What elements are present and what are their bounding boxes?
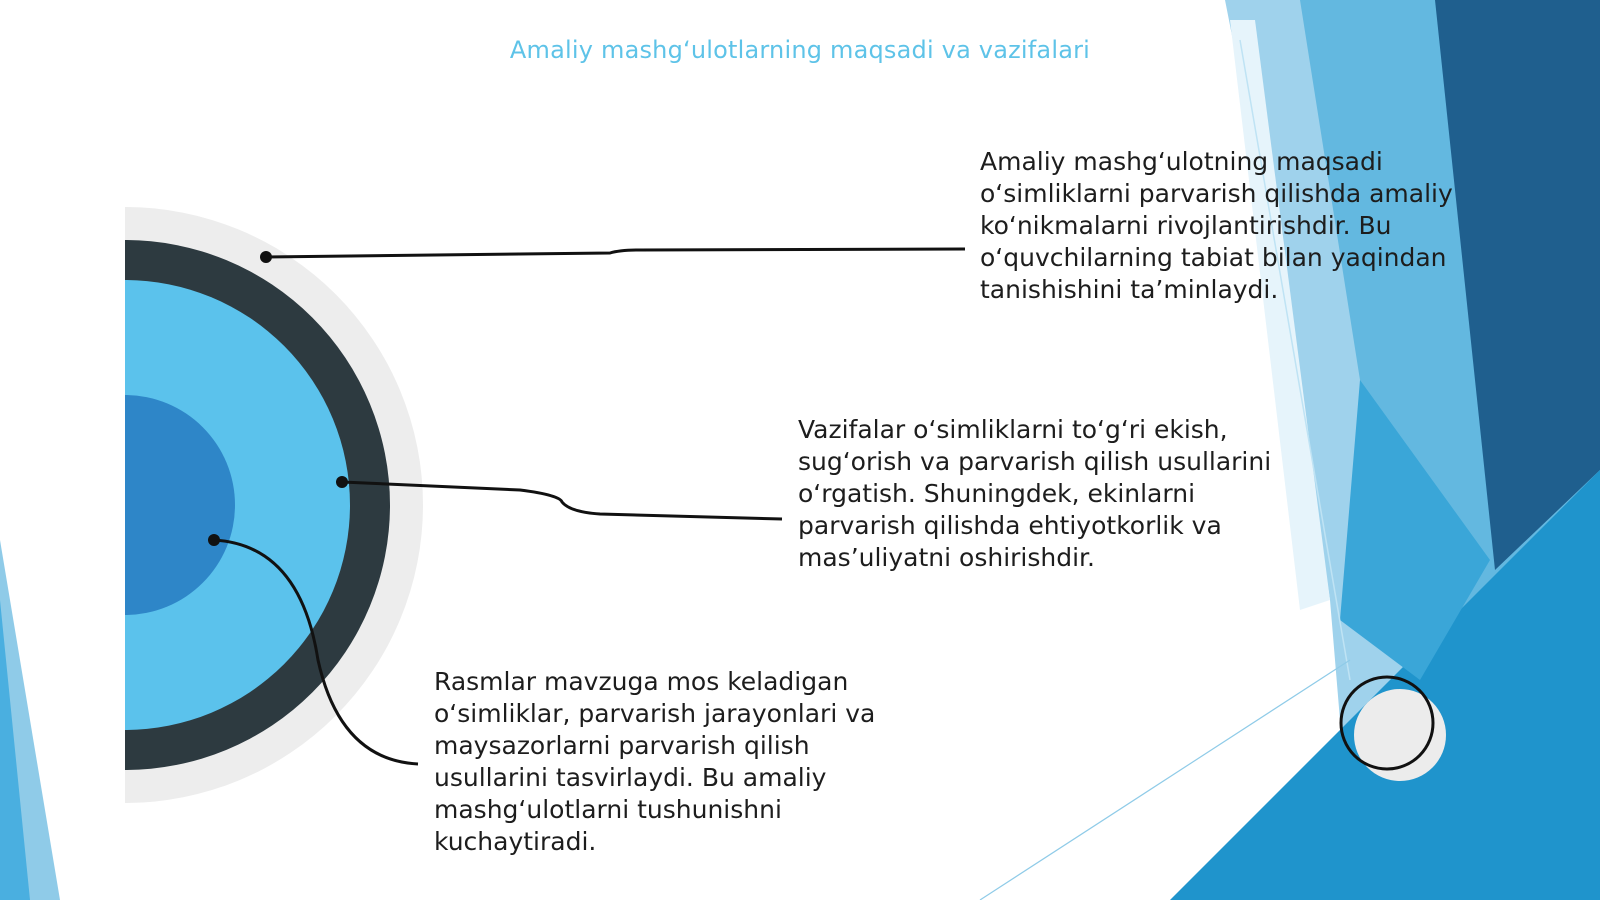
connector-3-dot: [208, 534, 220, 546]
slide-title: Amaliy mashg‘ulotlarning maqsadi va vazifalari: [509, 36, 1091, 64]
tasks-paragraph: Vazifalar o‘simliklarni to‘g‘ri ekish, sug‘orish va parvarish qilish usullarini o‘rgatish. Shuningdek, ekinlarni parvarish qilishda ehtiyotkorlik va mas’uliyatni oshirishdir.: [798, 415, 1272, 572]
goal-paragraph: Amaliy mashg‘ulotning maqsadi o‘simliklarni parvarish qilishda amaliy ko‘nikmalarni rivojlantirishdir. Bu o‘quvchilarning tabiat bilan yaqindan tanishishini ta’minlaydi.: [980, 147, 1453, 304]
concentric-circles: [0, 207, 423, 803]
images-paragraph: Rasmlar mavzuga mos keladigan o‘simliklar, parvarish jarayonlari va maysazorlarni parvarish qilish usullarini tasvirlaydi. Bu amaliy mashg‘ulotlarni tushunishni kuchaytiradi.: [434, 667, 876, 856]
mid-blue-disc: [15, 395, 235, 615]
connector-1-dot: [260, 251, 272, 263]
connector-2-dot: [336, 476, 348, 488]
connector-1: [266, 249, 965, 257]
